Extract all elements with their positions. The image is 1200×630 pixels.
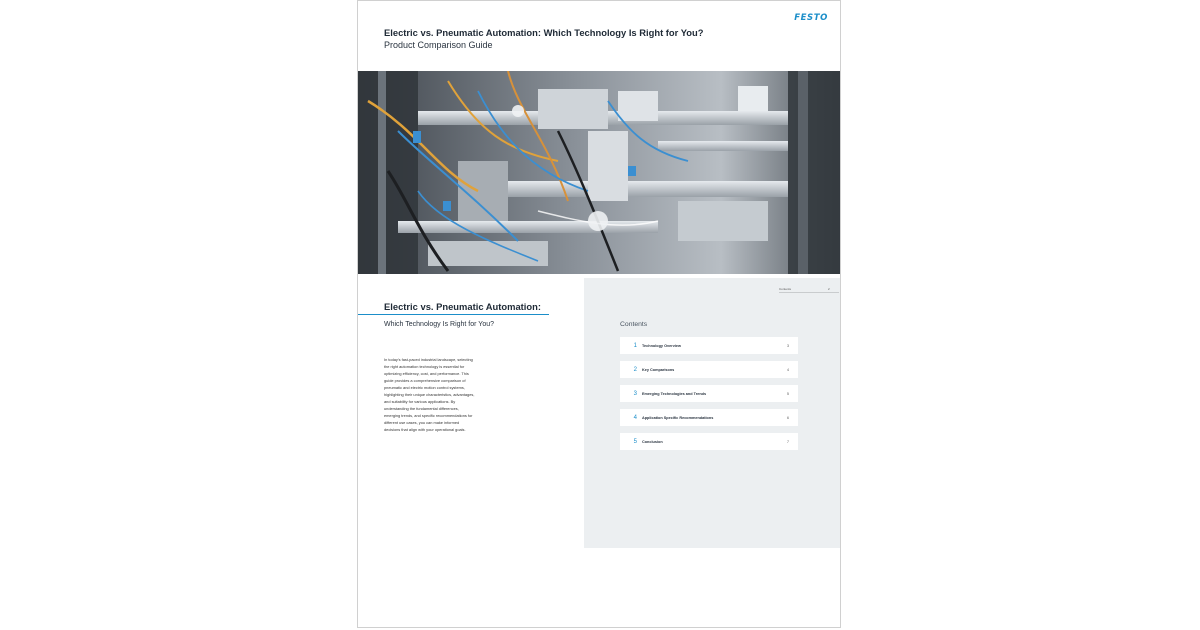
toc-item-number: 1 bbox=[633, 342, 637, 349]
toc-item[interactable] bbox=[620, 361, 798, 378]
toc-item[interactable] bbox=[620, 385, 798, 402]
document-title: Electric vs. Pneumatic Automation: Which Technology Is Right for You? bbox=[384, 27, 704, 38]
toc-item-number: 5 bbox=[633, 438, 637, 445]
toc-item-page: 5 bbox=[787, 391, 789, 396]
toc-item-label: Emerging Technologies and Trends bbox=[642, 391, 707, 396]
intro-paragraph: In today's fast-paced industrial landscape, selecting the right automation technology is essential for optimizing efficiency, cost, and performance. This guide provides a comprehensive comparison of pneumatic and electric motion control systems, highlighting their unique characteristics, advantages, and suitability for various applications. By understanding the fundamental differences, emerging trends, and specific recommendations for different use cases, you can make informed decisions that align with your operational goals. bbox=[384, 357, 475, 432]
toc-item-label: Application Specific Recommendations bbox=[642, 415, 714, 420]
toc-item-label: Technology Overview bbox=[642, 343, 681, 348]
toc-item-page: 4 bbox=[787, 367, 789, 372]
page-header-rule bbox=[779, 292, 839, 293]
document-subtitle: Product Comparison Guide bbox=[384, 40, 493, 50]
page-header-label: Contents bbox=[779, 287, 792, 291]
toc-item-page: 3 bbox=[787, 343, 789, 348]
heading-divider bbox=[358, 314, 549, 315]
document-page bbox=[357, 0, 841, 628]
page-number: 2 bbox=[828, 287, 830, 291]
toc-item[interactable] bbox=[620, 433, 798, 450]
toc-item-number: 3 bbox=[633, 390, 637, 397]
toc-item[interactable] bbox=[620, 409, 798, 426]
toc-item-number: 2 bbox=[633, 366, 637, 373]
toc-item-label: Key Comparisons bbox=[642, 367, 675, 372]
machinery-photo-illustration bbox=[358, 71, 841, 274]
festo-logo: FESTO bbox=[794, 13, 828, 23]
toc-item-page: 6 bbox=[787, 415, 789, 420]
toc-item[interactable] bbox=[620, 337, 798, 354]
toc-item-number: 4 bbox=[633, 414, 637, 421]
toc-item-label: Conclusion bbox=[642, 439, 663, 444]
contents-panel bbox=[584, 278, 841, 548]
toc-item-page: 7 bbox=[787, 439, 789, 444]
contents-title: Contents bbox=[620, 321, 648, 328]
hero-image bbox=[358, 71, 841, 274]
intro-subheading: Which Technology Is Right for You? bbox=[384, 321, 494, 328]
intro-heading: Electric vs. Pneumatic Automation: bbox=[384, 301, 541, 312]
